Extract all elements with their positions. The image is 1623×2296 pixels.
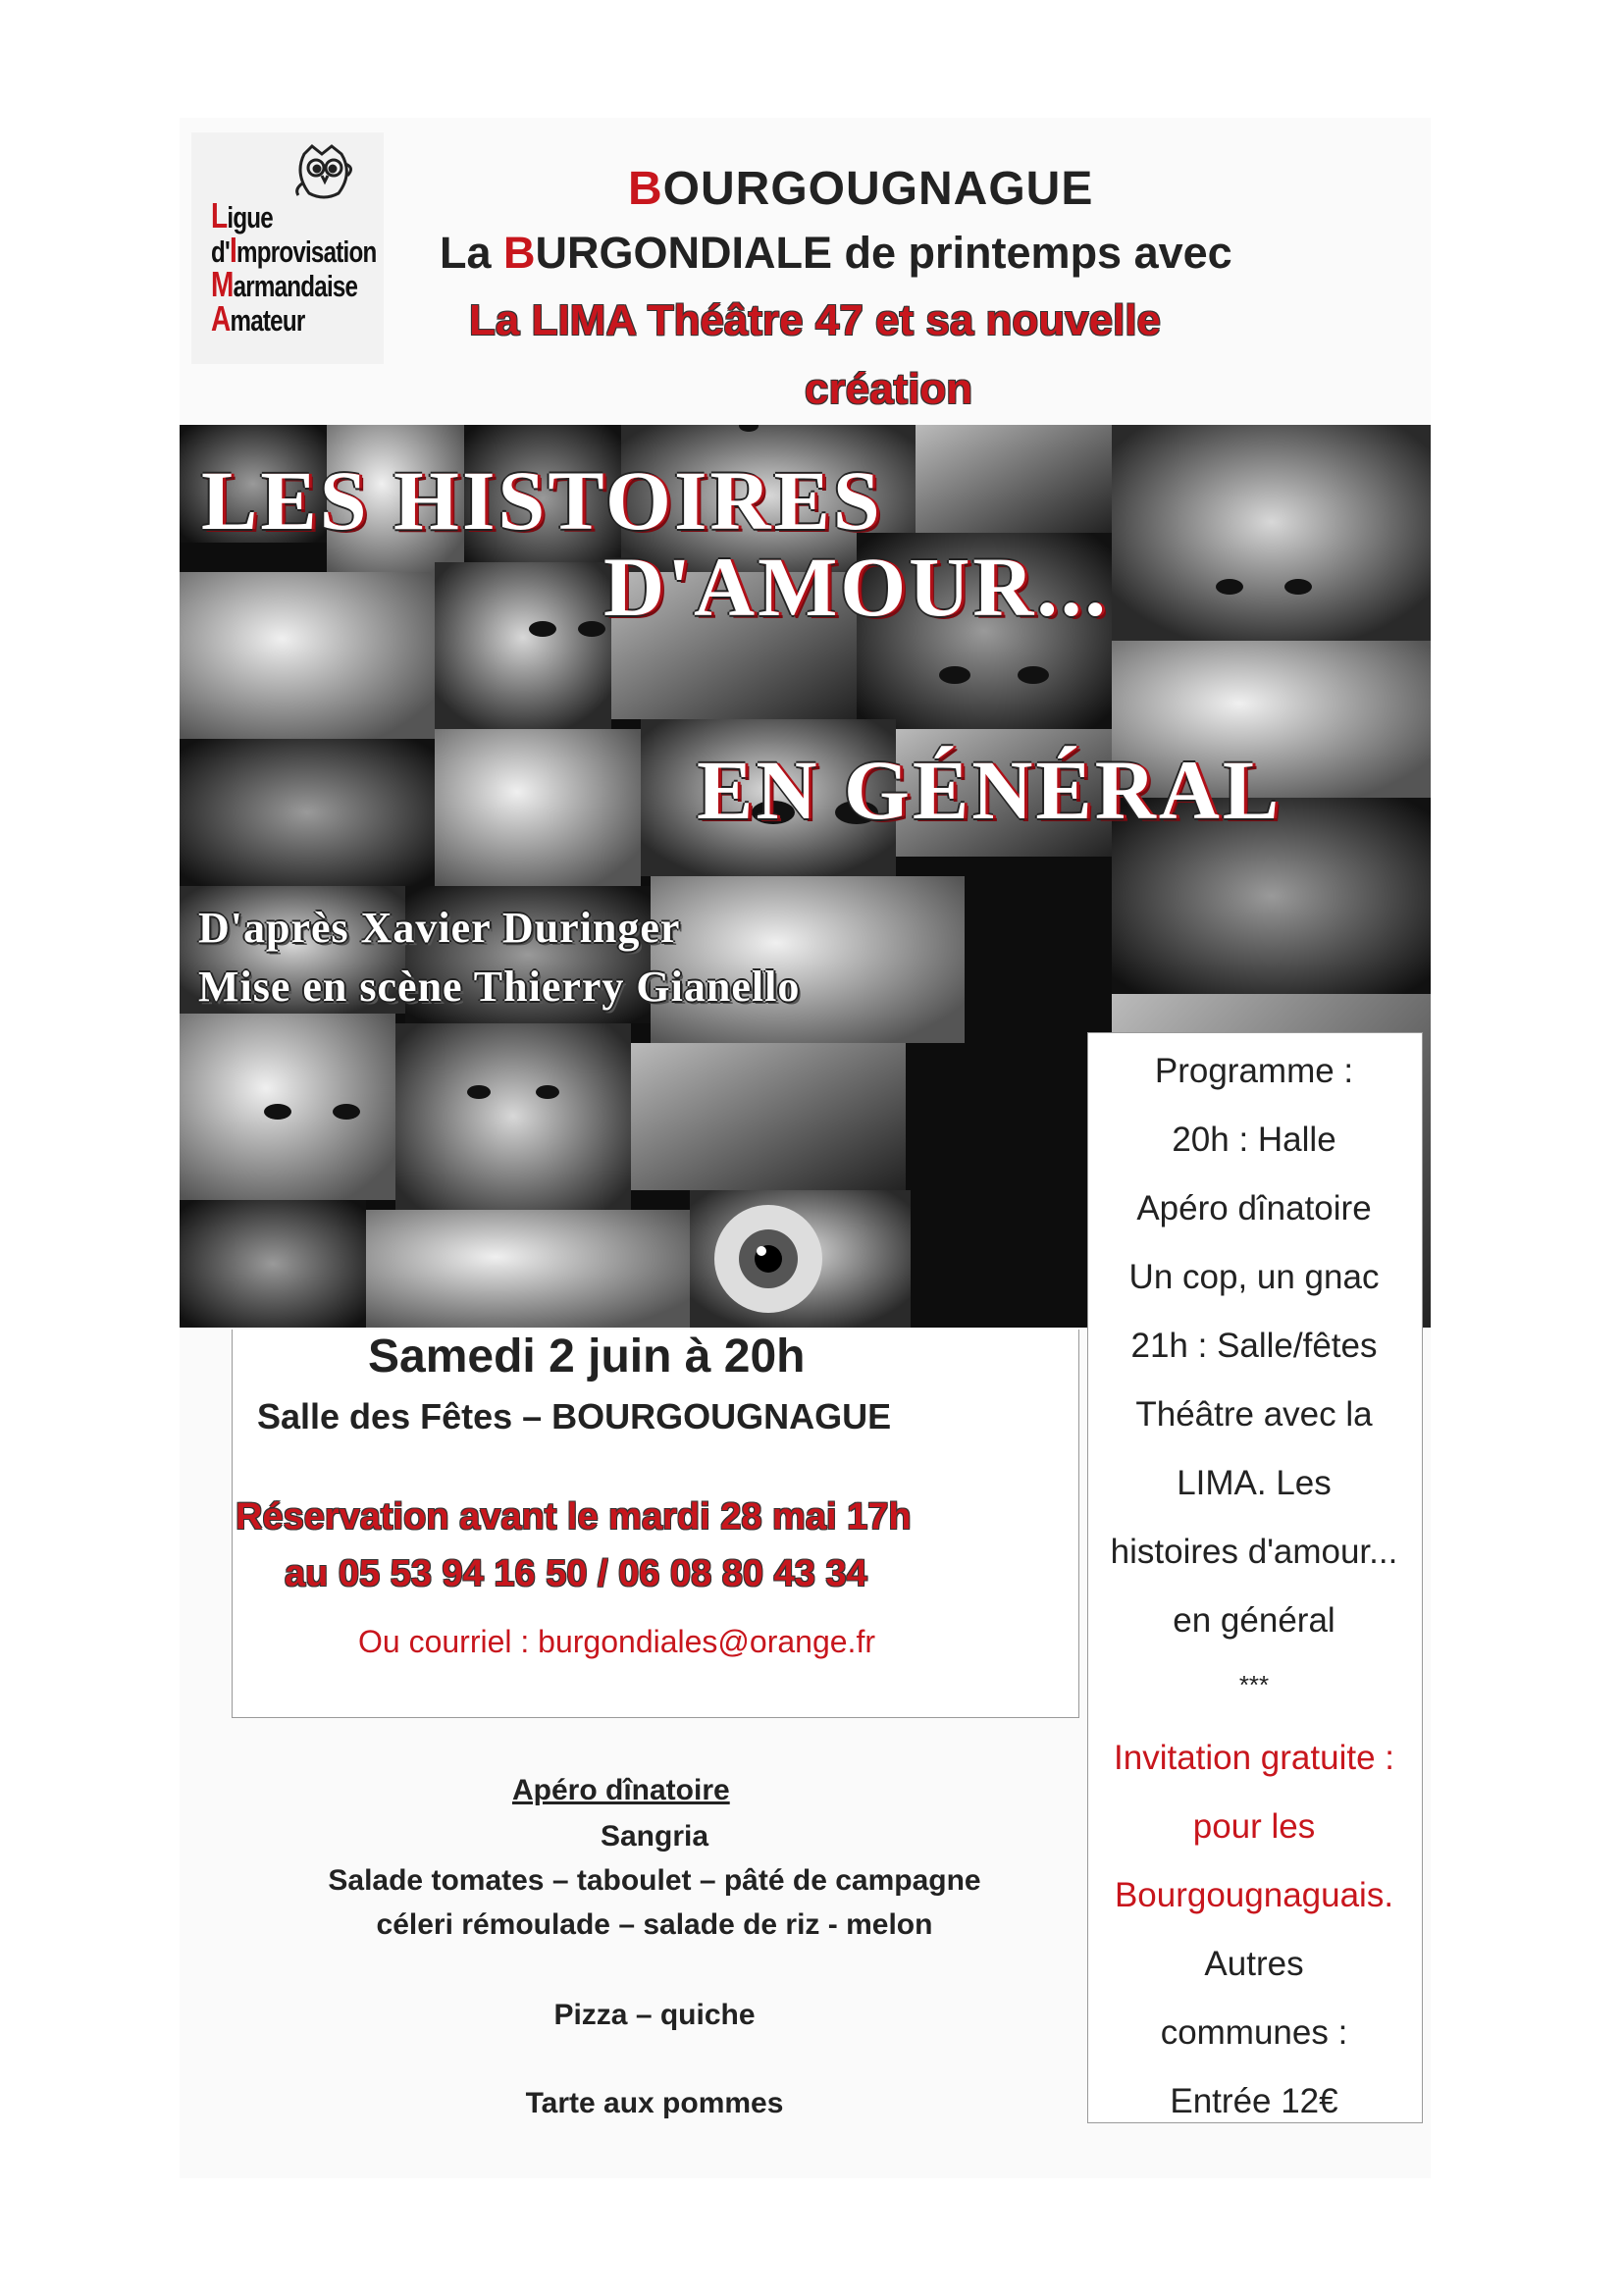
event-place: Salle des Fêtes – BOURGOUGNAGUE (257, 1396, 892, 1436)
reservation-phones[interactable]: au 05 53 94 16 50 / 06 08 80 43 34 (285, 1553, 867, 1594)
programme-line: Un cop, un gnac (1128, 1258, 1380, 1296)
title-line-2: D'AMOUR... (603, 540, 1109, 634)
title-line-3: EN GÉNÉRAL (697, 743, 1283, 837)
programme-separator: *** (1238, 1670, 1270, 1699)
programme-line: en général (1173, 1601, 1335, 1640)
header-creation: création (805, 365, 973, 413)
header-event: La BURGONDIALE de printemps avec (440, 228, 1232, 278)
price-line: Autres (1204, 1945, 1304, 1983)
programme-line: LIMA. Les (1177, 1464, 1332, 1502)
header-town: BOURGOUGNAGUE (628, 163, 1094, 215)
programme-line: histoires d'amour... (1110, 1533, 1398, 1571)
owl-icon (285, 144, 373, 203)
title-line-1: LES HISTOIRES (201, 453, 883, 548)
lima-logo (191, 132, 384, 364)
menu-item: Tarte aux pommes (525, 2087, 784, 2119)
programme-line: 21h : Salle/fêtes (1130, 1327, 1378, 1365)
invitation-line: Bourgougnaguais. (1114, 1876, 1394, 1914)
invitation-line: pour les (1192, 1807, 1316, 1846)
invitation-line: Invitation gratuite : (1114, 1739, 1394, 1777)
menu-item: Pizza – quiche (553, 1999, 756, 2031)
programme-line: Programme : (1154, 1052, 1354, 1090)
programme-line: Théâtre avec la (1135, 1395, 1373, 1434)
programme-line: Apéro dînatoire (1136, 1189, 1372, 1227)
price-line: Entrée 12€ (1170, 2082, 1338, 2120)
reservation-deadline: Réservation avant le mardi 28 mai 17h (236, 1496, 912, 1538)
header-troupe: La LIMA Théâtre 47 et sa nouvelle (469, 296, 1162, 344)
menu-item: Salade tomates – taboulet – pâté de campagne (328, 1864, 981, 1897)
menu-item: Sangria (600, 1820, 709, 1852)
reservation-email[interactable]: Ou courriel : burgondiales@orange.fr (358, 1624, 875, 1659)
logo-text: Ligue d'Improvisation Marmandaise Amateur (211, 195, 377, 339)
programme-line: 20h : Halle (1172, 1121, 1336, 1159)
menu-item: céleri rémoulade – salade de riz - melon (376, 1908, 933, 1941)
menu-title: Apéro dînatoire (512, 1774, 730, 1806)
credit-author: D'après Xavier Duringer (198, 904, 681, 952)
price-line: communes : (1160, 2013, 1348, 2052)
credit-director: Mise en scène Thierry Gianello (198, 963, 801, 1011)
event-date: Samedi 2 juin à 20h (368, 1331, 806, 1383)
